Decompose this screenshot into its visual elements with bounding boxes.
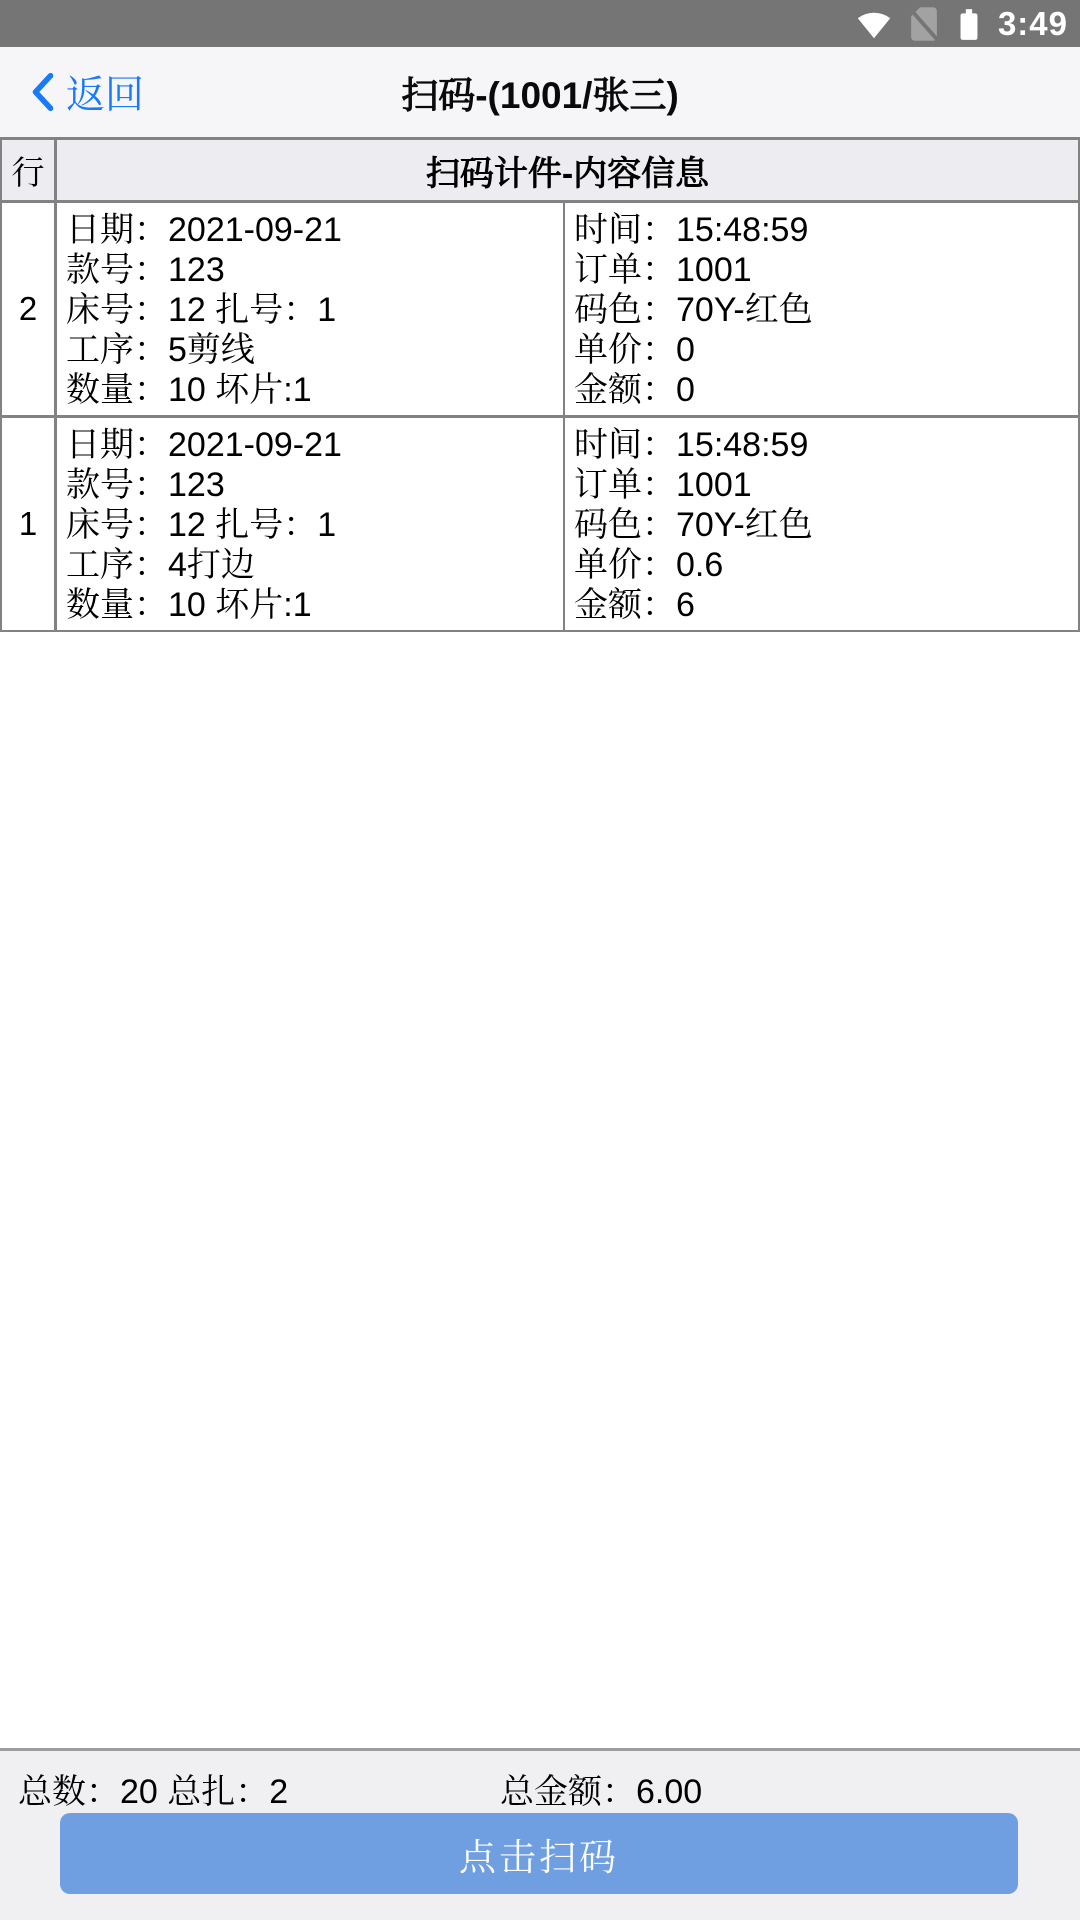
- record-field-amount: 金额：0: [574, 371, 695, 409]
- record-field-time: 时间：15:48:59: [574, 426, 809, 464]
- record-field-price: 单价：0: [574, 331, 695, 369]
- record-field-bed-bundle: 床号：12 扎号：1: [66, 291, 337, 329]
- record-field-price: 单价：0.6: [574, 546, 724, 584]
- record-field-order: 订单：1001: [574, 251, 752, 289]
- back-button[interactable]: [30, 47, 144, 137]
- total-amount-summary: 总金额：6.00: [500, 1773, 703, 1811]
- record-field-process: 工序：4打边: [66, 546, 255, 584]
- table-row[interactable]: [2, 203, 1078, 418]
- totals-summary: 总数：20 总扎：2: [18, 1773, 289, 1811]
- nav-bar: [0, 47, 1080, 137]
- record-field-quantity: 数量：10 坏片:1: [66, 586, 312, 624]
- record-field-date: 日期：2021-09-21: [66, 426, 342, 464]
- record-field-color: 码色：70Y-红色: [574, 291, 813, 329]
- table-header-row: [2, 140, 1078, 203]
- scan-button[interactable]: 点击扫码: [60, 1813, 1018, 1894]
- status-bar: [0, 0, 1080, 47]
- record-field-color: 码色：70Y-红色: [574, 506, 813, 544]
- wifi-icon: [856, 9, 892, 39]
- scan-records-table: [0, 137, 1080, 632]
- record-field-time: 时间：15:48:59: [574, 211, 809, 249]
- chevron-left-icon: [30, 72, 56, 112]
- header-info-col: 扫码计件-内容信息: [425, 154, 710, 193]
- table-row[interactable]: [2, 418, 1078, 630]
- record-field-date: 日期：2021-09-21: [66, 211, 342, 249]
- record-right-cell: [565, 418, 1078, 630]
- record-right-cell: [565, 203, 1078, 415]
- record-field-quantity: 数量：10 坏片:1: [66, 371, 312, 409]
- record-field-process: 工序：5剪线: [66, 331, 255, 369]
- record-left-cell: [57, 203, 565, 415]
- record-field-style-no: 款号：123: [66, 466, 225, 504]
- status-time: 3:49: [997, 5, 1068, 42]
- record-field-order: 订单：1001: [574, 466, 752, 504]
- page-title: 扫码-(1001/张三): [401, 75, 679, 116]
- battery-icon: [956, 6, 982, 42]
- header-line-col: 行: [2, 140, 57, 200]
- record-field-bed-bundle: 床号：12 扎号：1: [66, 506, 337, 544]
- footer-bar: [0, 1748, 1080, 1920]
- record-field-amount: 金额：6: [574, 586, 695, 624]
- record-row-number: 1: [2, 418, 57, 630]
- record-left-cell: [57, 418, 565, 630]
- record-row-number: 2: [2, 203, 57, 415]
- no-sim-icon: [908, 6, 940, 42]
- back-label: 返回: [66, 74, 145, 117]
- record-field-style-no: 款号：123: [66, 251, 225, 289]
